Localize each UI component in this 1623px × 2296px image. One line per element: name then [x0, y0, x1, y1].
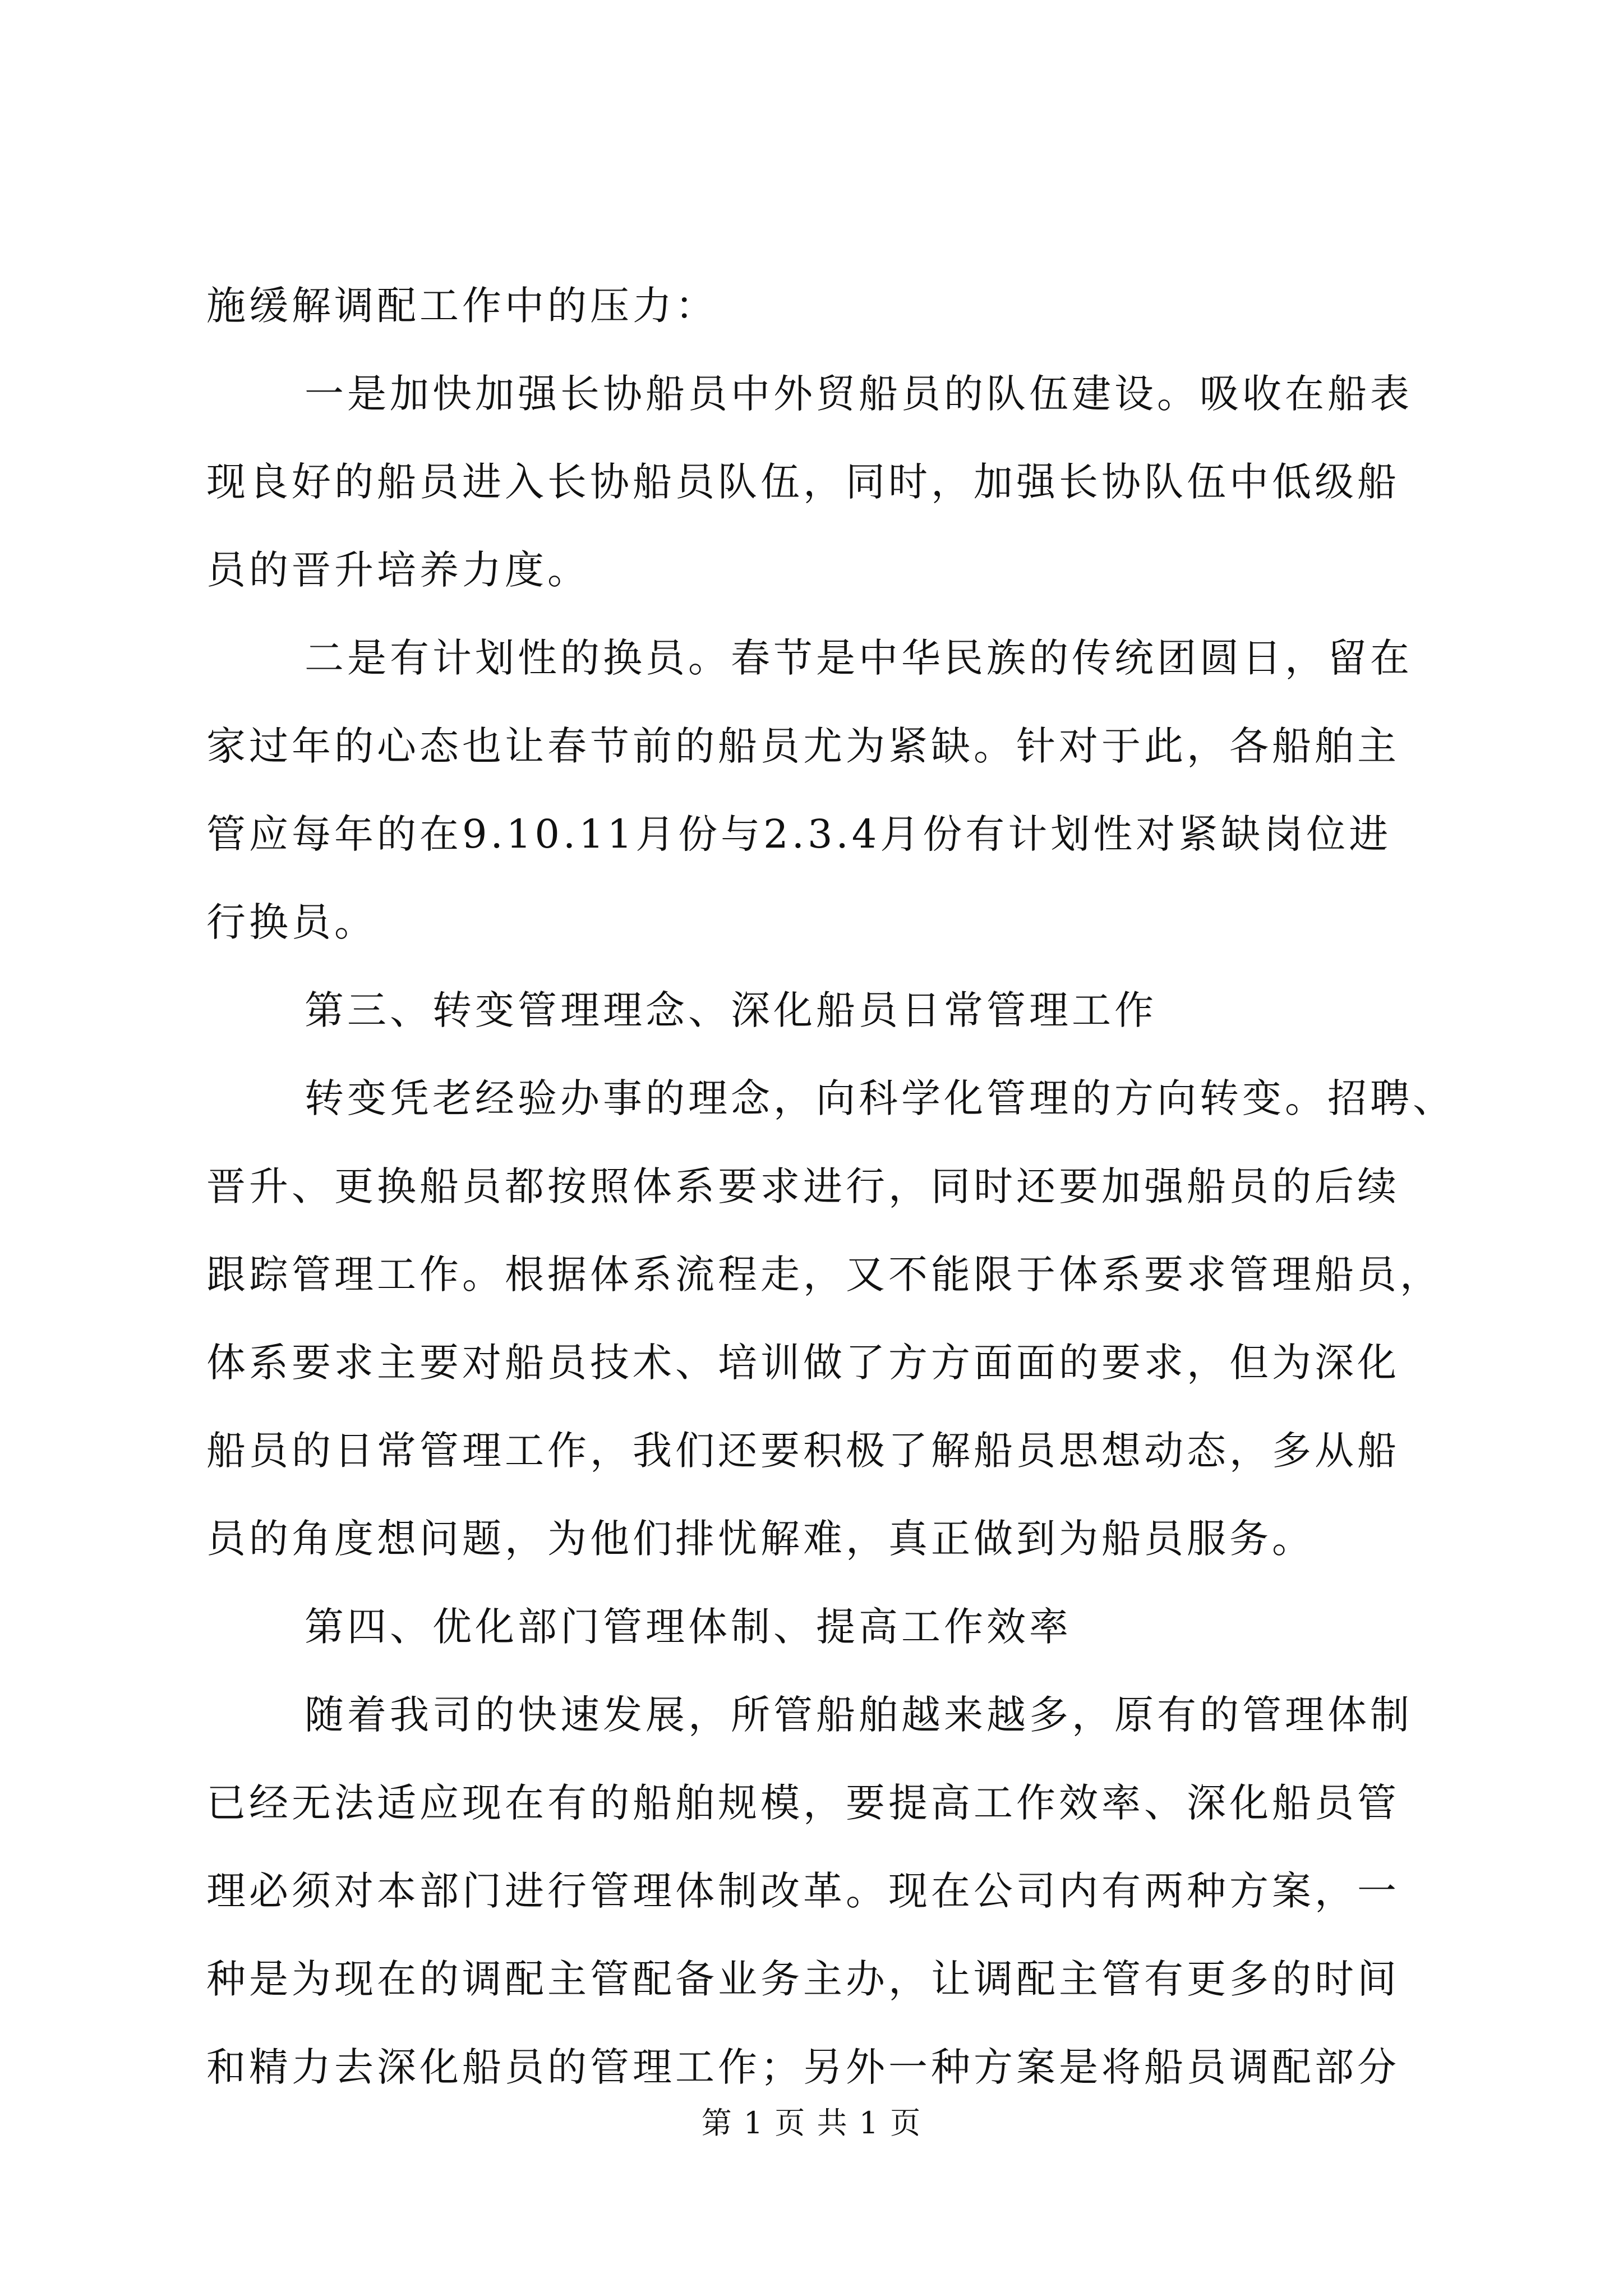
- paragraph-start-line: 二是有计划性的换员。春节是中华民族的传统团圆日，留在: [305, 635, 1413, 681]
- document-body: [206, 262, 1455, 2111]
- text-line: 和精力去深化船员的管理工作；另外一种方案是将船员调配部分: [206, 2044, 1400, 2090]
- paragraph-start-line: 随着我司的快速发展，所管船舶越来越多，原有的管理体制: [305, 1692, 1413, 1738]
- text-line: 已经无法适应现在有的船舶规模，要提高工作效率、深化船员管: [206, 1780, 1400, 1826]
- section-heading: 第三、转变管理理念、深化船员日常管理工作: [305, 987, 1157, 1033]
- text-line: 员的角度想问题，为他们排忧解难，真正做到为船员服务。: [206, 1516, 1315, 1562]
- text-line: 理必须对本部门进行管理体制改革。现在公司内有两种方案，一: [206, 1868, 1400, 1914]
- text-line: 现良好的船员进入长协船员队伍，同时，加强长协队伍中低级船: [206, 459, 1400, 505]
- text-line: 管应每年的在9.10.11月份与2.3.4月份有计划性对紧缺岗位进: [206, 811, 1392, 857]
- text-line: 家过年的心态也让春节前的船员尤为紧缺。针对于此，各船舶主: [206, 723, 1400, 769]
- paragraph-start-line: 一是加快加强长协船员中外贸船员的队伍建设。吸收在船表: [305, 371, 1413, 417]
- text-line: 行换员。: [206, 899, 377, 945]
- page-footer: 第 1 页 共 1 页: [701, 2105, 922, 2141]
- paragraph-start-line: 转变凭老经验办事的理念，向科学化管理的方向转变。招聘、: [305, 1075, 1455, 1121]
- text-line: 员的晋升培养力度。: [206, 547, 590, 593]
- text-line: 种是为现在的调配主管配备业务主办，让调配主管有更多的时间: [206, 1956, 1400, 2002]
- text-line: 体系要求主要对船员技术、培训做了方方面面的要求，但为深化: [206, 1340, 1400, 1386]
- text-line: 跟踪管理工作。根据体系流程走，又不能限于体系要求管理船员，: [206, 1251, 1442, 1297]
- text-line: 施缓解调配工作中的压力：: [206, 283, 718, 329]
- text-line: 船员的日常管理工作，我们还要积极了解船员思想动态，多从船: [206, 1428, 1400, 1474]
- section-heading: 第四、优化部门管理体制、提高工作效率: [305, 1604, 1072, 1650]
- text-line: 晋升、更换船员都按照体系要求进行，同时还要加强船员的后续: [206, 1163, 1400, 1209]
